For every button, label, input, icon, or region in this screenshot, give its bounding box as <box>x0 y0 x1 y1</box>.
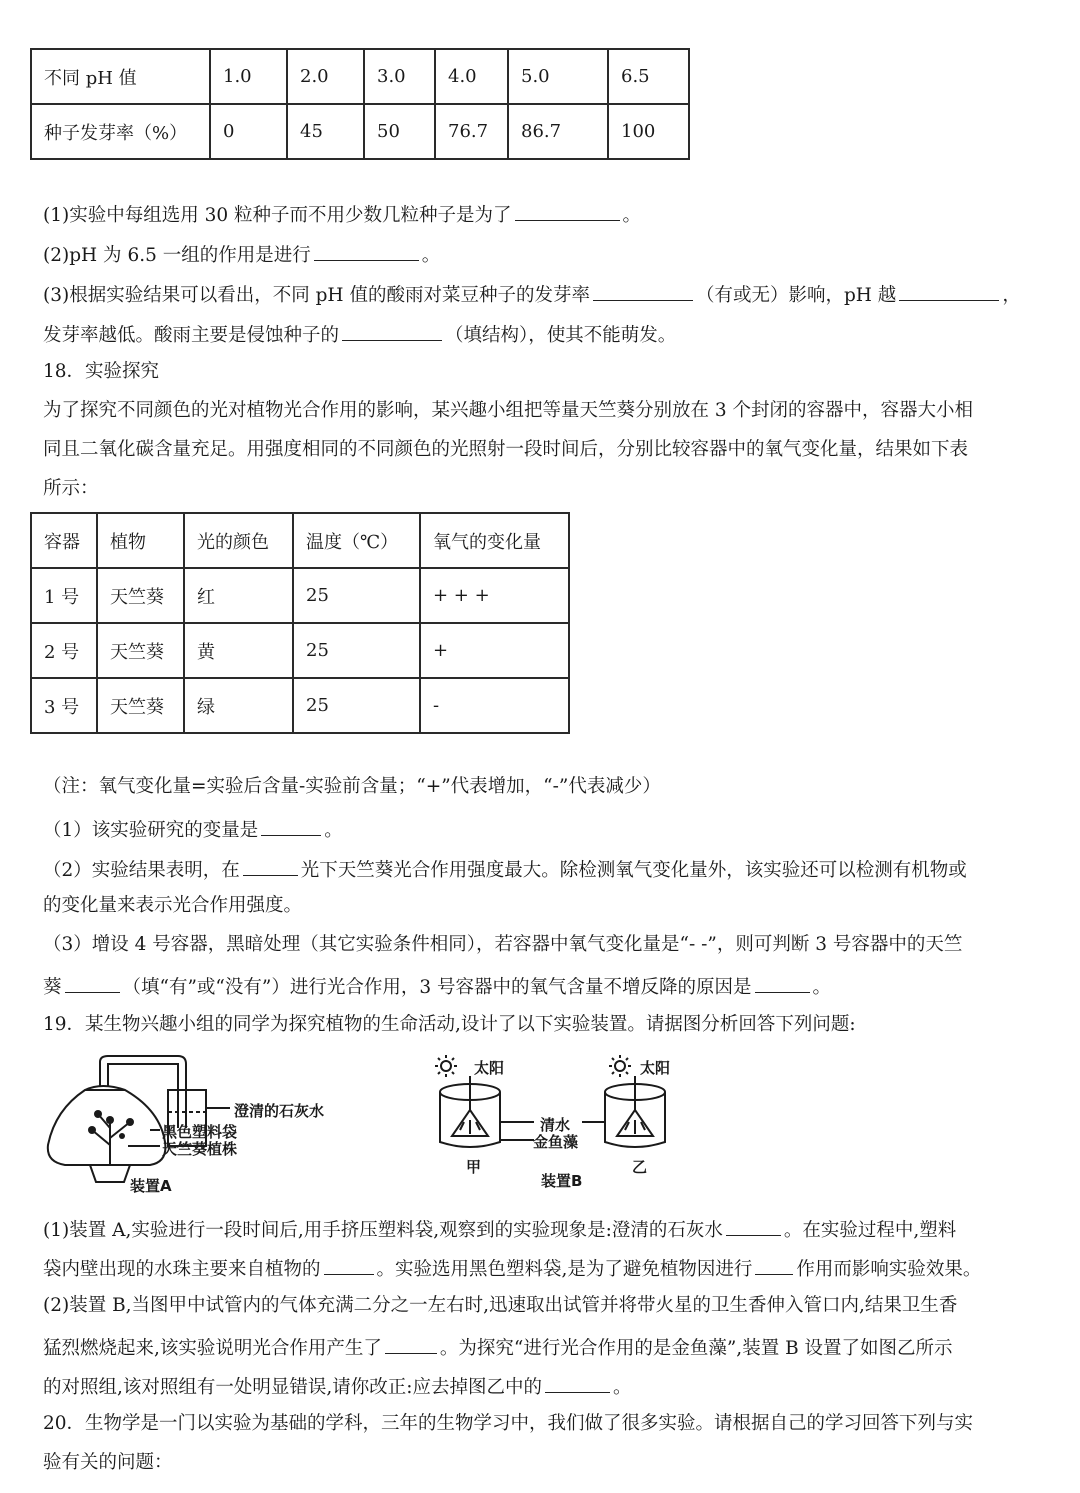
question-text: 作用而影响实验效果。 <box>796 1259 982 1280</box>
table-cell: 6.5 <box>608 49 689 104</box>
answer-blank[interactable] <box>243 855 298 876</box>
question-text: 。在实验过程中,塑料 <box>783 1220 957 1241</box>
question-text: ， <box>1002 285 1021 306</box>
q18-part2 <box>43 855 967 883</box>
table-row <box>31 104 689 159</box>
ph-germination-table <box>30 48 690 160</box>
question-text: 。 <box>324 820 343 841</box>
question-text: (1)装置 A,实验进行一段时间后,用手挤压塑料袋,观察到的实验现象是:澄清的石灰水 <box>43 1220 723 1241</box>
table-cell: 5.0 <box>508 49 608 104</box>
answer-blank[interactable] <box>755 972 810 993</box>
answer-blank[interactable] <box>314 240 419 261</box>
table-cell: 76.7 <box>435 104 508 159</box>
q18-part3: （3）增设 4 号容器，黑暗处理（其它实验条件相同），若容器中氧气变化量是“- -”，则可判断 3 号容器中的天竺 <box>43 934 963 955</box>
q18-intro-line: 为了探究不同颜色的光对植物光合作用的影响，某兴趣小组把等量天竺葵分别放在 3 个封闭的容器中，容器大小相 <box>43 400 974 421</box>
q19-part1-cont <box>43 1254 981 1282</box>
q18-intro-line: 所示： <box>43 478 99 499</box>
table-cell: + + + <box>420 568 569 623</box>
table-cell: 天竺葵 <box>97 678 184 733</box>
table-cell: 2.0 <box>287 49 364 104</box>
table-cell: - <box>420 678 569 733</box>
table-cell: 3.0 <box>364 49 435 104</box>
table-cell: 光的颜色 <box>184 513 293 568</box>
table-cell: 容器 <box>31 513 97 568</box>
q17-part3 <box>43 280 1021 308</box>
question-text: 光下天竺葵光合作用强度最大。除检测氧气变化量外，该实验还可以检测有机物或 <box>300 860 967 881</box>
answer-blank[interactable] <box>515 200 620 221</box>
question-text: （有或无）影响，pH 越 <box>695 285 897 306</box>
table-cell: + <box>420 623 569 678</box>
figure-label: 乙 <box>632 1158 648 1176</box>
question-text: 发芽率越低。酸雨主要是侵蚀种子的 <box>43 325 340 346</box>
answer-blank[interactable] <box>385 1333 437 1354</box>
q18-intro-line: 同且二氧化碳含量充足。用强度相同的不同颜色的光照射一段时间后，分别比较容器中的氧气变化量，结果如下表 <box>43 439 969 460</box>
table-cell: 1 号 <box>31 568 97 623</box>
table-row <box>31 49 689 104</box>
q20-line: 验有关的问题： <box>43 1452 173 1473</box>
table-cell: 45 <box>287 104 364 159</box>
q17-part3-cont <box>43 320 676 348</box>
light-color-table <box>30 512 570 734</box>
question-text: 。为探究“进行光合作用的是金鱼藻”,装置 B 设置了如图乙所示 <box>439 1338 953 1359</box>
figure-label: 澄清的石灰水 <box>234 1102 325 1120</box>
figure-label: 太阳 <box>474 1059 505 1077</box>
figure-caption: 装置A <box>130 1177 172 1195</box>
figure-label: 太阳 <box>640 1059 671 1077</box>
figure-label: 天竺葵植株 <box>162 1140 238 1158</box>
question-text: （填结构），使其不能萌发。 <box>445 325 677 346</box>
question-text: 葵 <box>43 977 62 998</box>
answer-blank[interactable] <box>65 972 120 993</box>
question-text: （填“有”或“没有”）进行光合作用，3 号容器中的氧气含量不增反降的原因是 <box>122 977 752 998</box>
answer-blank[interactable] <box>593 280 693 301</box>
question-text: （1）该实验研究的变量是 <box>43 820 259 841</box>
answer-blank[interactable] <box>324 1254 374 1275</box>
q18-part3-cont <box>43 972 831 1000</box>
table-cell: 25 <box>293 568 420 623</box>
table-cell: 50 <box>364 104 435 159</box>
figure-caption: 装置B <box>541 1172 583 1190</box>
answer-blank[interactable] <box>261 815 321 836</box>
table-cell: 4.0 <box>435 49 508 104</box>
question-text: 的对照组,该对照组有一处明显错误,请你改正:应去掉图乙中的 <box>43 1377 542 1398</box>
question-text: 。 <box>421 245 441 266</box>
table-cell: 植物 <box>97 513 184 568</box>
q19-part2-cont <box>43 1372 632 1400</box>
table-cell: 不同 pH 值 <box>31 49 210 104</box>
question-text: (1)实验中每组选用 30 粒种子而不用少数几粒种子是为了 <box>43 205 512 226</box>
table-cell: 3 号 <box>31 678 97 733</box>
question-text: (3)根据实验结果可以看出，不同 pH 值的酸雨对菜豆种子的发芽率 <box>43 285 590 306</box>
q18-part2-cont: 的变化量来表示光合作用强度。 <box>43 895 303 916</box>
question-text: 。实验选用黑色塑料袋,是为了避免植物因进行 <box>376 1259 753 1280</box>
table-cell: 1.0 <box>210 49 287 104</box>
answer-blank[interactable] <box>899 280 999 301</box>
q17-part1 <box>43 200 641 228</box>
table-cell: 温度（℃） <box>293 513 420 568</box>
question-text: (2)pH 为 6.5 一组的作用是进行 <box>43 245 311 266</box>
table-row <box>31 623 569 678</box>
table-cell: 25 <box>293 678 420 733</box>
figure-label: 黑色塑料袋 <box>162 1123 238 1141</box>
table-row <box>31 678 569 733</box>
question-text: 袋内壁出现的水珠主要来自植物的 <box>43 1259 321 1280</box>
question-text: 。 <box>812 977 832 998</box>
table-cell: 黄 <box>184 623 293 678</box>
table-row <box>31 568 569 623</box>
table-cell: 100 <box>608 104 689 159</box>
figure-label: 甲 <box>466 1158 482 1176</box>
answer-blank[interactable] <box>755 1254 793 1275</box>
question-text: 。 <box>622 205 642 226</box>
q18-title: 18．实验探究 <box>43 361 160 382</box>
answer-blank[interactable] <box>726 1215 781 1236</box>
q19-part1 <box>43 1215 956 1243</box>
q19-title: 19．某生物兴趣小组的同学为探究植物的生命活动,设计了以下实验装置。请据图分析回答下列问题: <box>43 1014 856 1035</box>
table-cell: 绿 <box>184 678 293 733</box>
q19-part2-cont <box>43 1333 953 1361</box>
table-cell: 2 号 <box>31 623 97 678</box>
q18-part1 <box>43 815 343 843</box>
figure-label: 清水 <box>540 1116 571 1134</box>
table-cell: 天竺葵 <box>97 623 184 678</box>
table-cell: 0 <box>210 104 287 159</box>
table-cell: 天竺葵 <box>97 568 184 623</box>
question-text: 猛烈燃烧起来,该实验说明光合作用产生了 <box>43 1338 382 1359</box>
table-cell: 种子发芽率（%） <box>31 104 210 159</box>
q19-part2: (2)装置 B,当图甲中试管内的气体充满二分之一左右时,迅速取出试管并将带火星的卫生香伸入管口内,结果卫生香 <box>43 1295 958 1316</box>
table-cell: 红 <box>184 568 293 623</box>
answer-blank[interactable] <box>545 1372 610 1393</box>
question-text: （2）实验结果表明，在 <box>43 860 240 881</box>
answer-blank[interactable] <box>342 320 442 341</box>
q17-part2 <box>43 240 440 268</box>
table-row <box>31 513 569 568</box>
table-cell: 25 <box>293 623 420 678</box>
table-cell: 氧气的变化量 <box>420 513 569 568</box>
q20-line: 20．生物学是一门以实验为基础的学科，三年的生物学习中，我们做了很多实验。请根据自己的学习回答下列与实 <box>43 1413 974 1434</box>
table-cell: 86.7 <box>508 104 608 159</box>
figure-label: 金鱼藻 <box>533 1133 579 1151</box>
q18-note: （注：氧气变化量=实验后含量-实验前含量；“+”代表增加，“-”代表减少） <box>43 776 661 797</box>
question-text: 。 <box>613 1377 632 1398</box>
